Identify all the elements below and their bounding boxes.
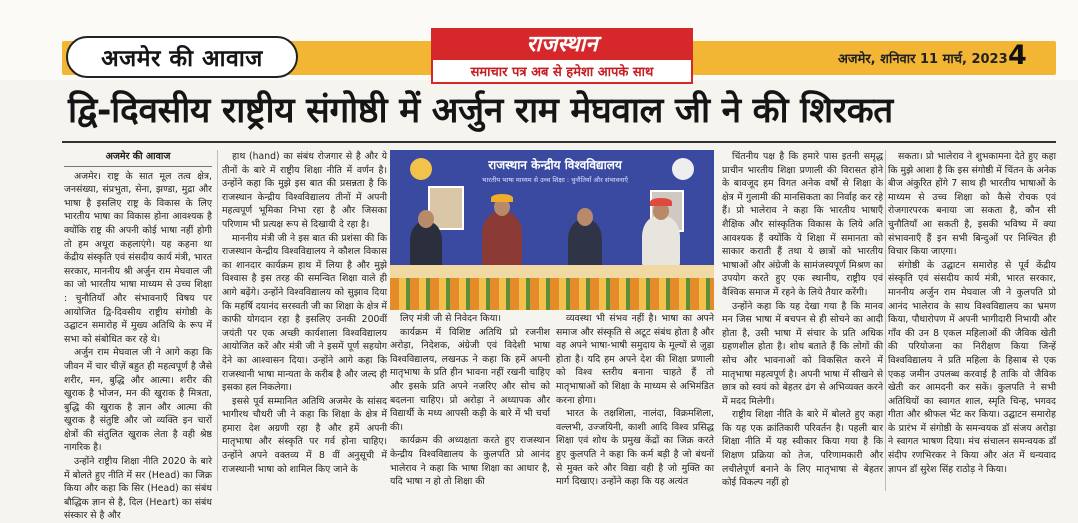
paragraph: संगोष्ठी के उद्घाटन समारोह से पूर्व केंद्रीय संस्कृति एवं संसदीय कार्य मंत्री, भारत सरकार, माननीय अर्जुन राम मेघवाल जी ने कुलपति प्रो आनंद भालेराव के साथ विश्वविद्यालय का भ्रमण किया, पौधारोपण में अपनी भागीदारी निभायी और गाँव की उन 8 एकल महिलाओं की जैविक खेती की परियोजना का निरीक्षण किया जिन्हें विश्वविद्यालय ने प्रति महिला के हिसाब से एक एकड़ जमीन उपलब्ध करवाई है ताकि वो जैविक खेती कर आमदनी कर सकें। कुलपति ने सभी अतिथियों का स्वागत शाल, स्मृति चिन्ह, भगवद गीता और श्रीफल भेंट कर किया। उद्घाटन समारोह के प्रारंभ में संगोष्ठी के समन्वयक डॉ संजय अरोड़ा ने स्वागत भाषण दिया। मंच संचालन समन्वयक डॉ संदीप रणभिरकर ने किया और अंत में धन्यवाद ज्ञापन डॉ सुरेश सिंह राठोड़ ने किया। bbox=[888, 259, 1056, 475]
article-column-5 bbox=[888, 150, 1056, 491]
masthead-tagline-box bbox=[431, 58, 693, 84]
masthead-title: राजस्थान bbox=[526, 31, 598, 57]
section-title: अजमेर की आवाज bbox=[101, 46, 263, 72]
article-column-3a bbox=[390, 312, 550, 489]
university-logo-icon bbox=[410, 158, 432, 180]
paragraph: राष्ट्रीय शिक्षा नीति के बारे में बोलते हुए कहा कि यह एक क्रांतिकारी परिवर्तन है। पहली बार शिक्षा नीति में यह स्वीकार किया गया है कि शिक्षण प्रक्रिया को तेज, परिणामकारी और लचीलेपूर्ण बनाने के लिए मातृभाषा से बेहतर कोई विकल्प नहीं हो bbox=[722, 409, 883, 489]
headline-rule bbox=[62, 141, 1056, 143]
flower-decoration bbox=[390, 278, 714, 310]
paragraph: व्यवस्था भी संभव नहीं है। भाषा का अपने समाज और संस्कृति से अटूट संबंध होता है और वह अपने भाषा-भाषी समुदाय के मूल्यों से जुड़ा होता है। यदि हम अपने देश की शिक्षा प्रणाली को विश्व स्तरीय बनाना चाहते हैं तो मातृभाषाओं को शिक्षा के माध्यम से अभिमंडित करना होगा। bbox=[556, 313, 714, 406]
masthead-title-box bbox=[431, 28, 693, 58]
photo-banner-title: राजस्थान केन्द्रीय विश्वविद्यालय bbox=[488, 158, 622, 172]
article-headline: द्वि-दिवसीय राष्ट्रीय संगोष्ठी में अर्जुन राम मेघवाल जी ने की शिरकत bbox=[68, 91, 893, 131]
dateline: अजमेर, शनिवार 11 मार्च, 2023 bbox=[838, 52, 1008, 67]
paragraph: सकता। प्रो भालेराव ने शुभकामना देते हुए कहा कि मुझे आशा है कि इस संगोष्ठी में चिंतन के अनेक बीज अंकुरित होंगे 7 साथ ही भारतीय भाषाओं के माध्यम से उच्च शिक्षा को कैसे रोचक एवं रोजगारपरक बनाया जा सकता है, कौन सी चुनौतियाँ आ सकती है, इसकी भविष्य में क्या संभावनाएँ हैं इन सभी बिन्दुओं पर निश्चित ही विचार किया जाएगा। bbox=[888, 151, 1056, 258]
masthead-tagline: समाचार पत्र अब से हमेशा आपके साथ bbox=[470, 65, 654, 80]
page-number: 4 bbox=[1008, 40, 1027, 71]
paragraph: उन्होंने कहा कि यह देखा गया है कि मानव मन जिस भाषा में बचपन से ही सोचने का आदी होता है, उसी भाषा में संचार के प्रति अधिक ग्रहणशील होता है। शोध बताते हैं कि लोगों की सोच और भावनाओं को विकसित करने में मातृभाषा महत्वपूर्ण है। अपनी भाषा में सीखने से छात्र को स्वयं को बेहतर ढंग से अभिव्यक्त करने में मदद मिलेगी। bbox=[722, 300, 883, 407]
dignitary-figure bbox=[568, 220, 602, 268]
article-column-3b bbox=[556, 312, 714, 489]
paragraph: भारत के तक्षशिला, नालंदा, विक्रमशिला, वल्लभी, उज्जयिनी, काशी आदि विश्व प्रसिद्ध शिक्षा एवं शोध के प्रमुख केंद्रों का जिक्र करते हुए कुलपति ने कहा कि कर्म बड़ी है जो बंधनों से मुक्त करे और विद्या वही है जो मुक्ति का मार्ग दिखाए। उन्होंने कहा कि यह अत्यंत bbox=[556, 408, 714, 488]
paragraph: अर्जुन राम मेघवाल जी ने आगे कहा कि जीवन में चार चीज़ें बहुत ही महत्वपूर्ण है जैसे शरीर, मन, बुद्धि और आत्मा। शरीर की खुराक है भोजन, मन की खुराक है मित्रता, बुद्धि की खुराक है ज्ञान और आत्मा की खुराक है संतुष्टि और जो व्यक्ति इन चारों क्षेत्रों की संतुलित खुराक लेता है वही श्रेष्ठ नागरिक है। bbox=[64, 347, 212, 454]
paragraph: कार्यक्रम में विशिष्ट अतिथि प्रो रजनीश अरोड़ा, निदेशक, अंग्रेजी एवं विदेशी भाषा विश्वविद्यालय, लखनऊ ने कहा कि हमें अपनी मातृभाषा के प्रति हीन भावना नहीं रखनी चाहिए और इसके प्रति अपने नजरिए और सोच को बदलना चाहिए। प्रो अरोड़ा ने अध्यापक और विद्यार्थी के मध्य आपसी कड़ी के बारे में भी चर्चा की। bbox=[390, 326, 550, 433]
turban bbox=[491, 194, 513, 202]
article-byline: अजमेर की आवाज bbox=[64, 150, 212, 167]
article-column-4 bbox=[722, 150, 883, 491]
turban bbox=[650, 198, 672, 206]
dignitary-head bbox=[577, 208, 593, 226]
dignitary-figure bbox=[642, 216, 680, 268]
section-title-tab bbox=[66, 36, 298, 78]
column-divider bbox=[217, 150, 218, 491]
paragraph: कार्यक्रम की अध्यक्षता करते हुए राजस्थान केन्द्रीय विश्वविद्यालय के कुलपति प्रो आनंद भालेराव ने कहा कि भाषा शिक्षा का आधार है, यदि भाषा न हो तो शिक्षा की bbox=[390, 435, 550, 488]
dignitary-figure bbox=[482, 212, 522, 268]
dignitary-head bbox=[418, 210, 434, 228]
paragraph: उन्होंने राष्ट्रीय शिक्षा नीति 2020 के बारे में बोलते हुए नीति में सर (Head) का जिक्र किया और कहा कि सिर (Head) का संबंध बौद्धिक ज्ञान से है, दिल (Heart) का संबंध संस्कार से है और bbox=[64, 456, 212, 522]
paragraph: इससे पूर्व सम्मानित अतिथि अजमेर के सांसद भागीरथ चौधरी जी ने कहा कि शिक्षा के क्षेत्र में हमारा देश अग्रणी रहा है और हमें अपनी मातृभाषा और संस्कृति पर गर्व होना चाहिए। उन्होंने अपने वक्तव्य में 8 वीं अनुसूची में राजस्थानी भाषा को शामिल किए जाने के bbox=[222, 395, 387, 475]
photo-banner-subtitle: भारतीय भाषा माध्यम से उच्च शिक्षा : चुनौतियाँ और संभावनाएँ bbox=[482, 176, 628, 184]
paragraph: हाथ (hand) का संबंध रोजगार से है और ये तीनों के बारे में राष्ट्रीय शिक्षा नीति में वर्णन है। उन्होंने कहा कि मुझे इस बात की प्रसन्नता है कि राजस्थान केन्द्रीय विश्वविद्यालय तीनों में अपनी महत्वपूर्ण भूमिका निभा रहा है और जिसका परिणाम भी प्रत्यक्ष रूप से दिखायी दे रहा है। bbox=[222, 151, 387, 230]
paragraph: माननीय मंत्री जी ने इस बात की प्रशंसा की कि राजस्थान केन्द्रीय विश्वविद्यालय ने कौशल विकास का शानदार कार्यक्रम हाथ में लिया है और मुझे विश्वास है इस तरह की समन्वित शिक्षा वाले ही आगे बढ़ेंगे। उन्होंने विश्वविद्यालय को सुझाव दिया कि महर्षि दयानंद सरस्वती जी का शिक्षा के क्षेत्र में काफी योगदान रहा है इसलिए उनकी 200वीं जयंती पर एक अच्छी कार्यशाला विश्वविद्यालय आयोजित करें और मंत्री जी ने इसमें पूर्ण सहयोग देने का आश्वासन दिया। उन्होंने आगे कहा कि राजस्थानी भाषा मान्यता के करीब है और जल्द ही इसका हल निकलेगा। bbox=[222, 232, 387, 394]
paragraph: अजमेर। राष्ट्र के सात मूल तत्व क्षेत्र, जनसंख्या, संप्रभुता, सेना, झण्डा, मुद्रा और भाषा है इसलिए राष्ट्र के विकास के लिए भारतीय भाषा का विकास होना आवश्यक है क्योंकि राष्ट्र की अपनी कोई भाषा नहीं होगी तो हम अधूरा कहलाएंगे। यह कहना था केंद्रीय संस्कृति एवं संसदीय कार्य मंत्री, भारत सरकार, माननीय श्री अर्जुन राम मेघवाल जी का जो भारतीय भाषा माध्यम से उच्च शिक्षा : चुनौतियाँ और संभावनाएँ विषय पर आयोजित द्वि-दिवसीय राष्ट्रीय संगोष्ठी के उद्घाटन समारोह में मुख्य अतिथि के रूप में सभा को संबोधित कर रहे थे। bbox=[64, 170, 212, 345]
emblem-icon bbox=[672, 158, 694, 180]
dignitary-figure bbox=[410, 222, 442, 268]
column-divider bbox=[885, 150, 886, 491]
masthead-logo bbox=[431, 28, 693, 84]
paragraph: लिए मंत्री जी से निवेदन किया। bbox=[400, 313, 502, 324]
article-column-3 bbox=[390, 312, 714, 491]
article-column-2 bbox=[222, 150, 387, 491]
event-photo bbox=[390, 150, 714, 310]
article-column-1 bbox=[64, 150, 212, 522]
paragraph: चिंतनीय पक्ष है कि हमारे पास इतनी समृद्ध प्राचीन भारतीय शिक्षा प्रणाली की विरासत होने के बावजूद हम विगत अनेक वर्षों से शिक्षा के क्षेत्र में गुलामी की मानसिकता का निर्वाह कर रहे हैं। प्रो भालेराव ने कहा कि भारतीय भाषाएँ शैक्षिक और सांस्कृतिक विकास के लिये अति आवश्यक हैं क्योंकि ये शिक्षा में समानता को साकार कराती हैं तथा ये छात्रों को भारतीय भाषाओं और अंग्रेजी के सामंजस्यपूर्ण मिश्रण का उपयोग करते हुए एक स्थानीय, राष्ट्रीय एवं वैश्विक समाज में रहने के लिये तैयार करेंगी। bbox=[722, 151, 883, 298]
